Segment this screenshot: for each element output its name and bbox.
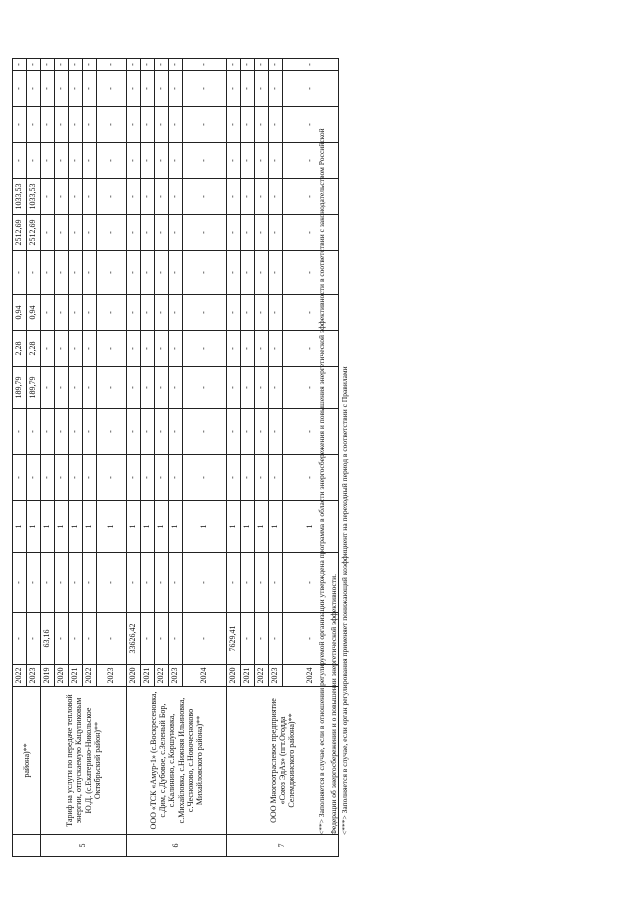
value-cell: -	[255, 295, 269, 331]
value-cell: -	[283, 107, 339, 143]
value-cell: -	[255, 107, 269, 143]
value-cell: -	[169, 613, 183, 665]
value-cell: -	[269, 179, 283, 215]
value-cell: -	[27, 143, 41, 179]
value-cell: -	[227, 553, 241, 613]
value-cell: -	[41, 71, 55, 107]
value-cell: 2,28	[13, 331, 27, 367]
year-cell: 2022	[13, 665, 27, 687]
value-cell: -	[55, 295, 69, 331]
value-cell: -	[127, 331, 141, 367]
value-cell: -	[183, 215, 227, 251]
value-cell: -	[55, 107, 69, 143]
value-cell: 1	[227, 501, 241, 553]
value-cell: 0,94	[13, 295, 27, 331]
value-cell: -	[97, 367, 127, 409]
value-cell: -	[13, 251, 27, 295]
value-cell: -	[169, 107, 183, 143]
value-cell: -	[155, 143, 169, 179]
value-cell: 1	[241, 501, 255, 553]
value-cell: 1	[83, 501, 97, 553]
year-cell: 2022	[155, 665, 169, 687]
value-cell: -	[283, 143, 339, 179]
value-cell: -	[13, 71, 27, 107]
value-cell: -	[13, 107, 27, 143]
value-cell: -	[241, 71, 255, 107]
value-cell: -	[241, 455, 255, 501]
footnotes	[316, 95, 351, 835]
value-cell: -	[183, 251, 227, 295]
value-cell: -	[241, 215, 255, 251]
value-cell: -	[141, 367, 155, 409]
value-cell: -	[141, 71, 155, 107]
year-cell: 2020	[227, 665, 241, 687]
value-cell: -	[255, 179, 269, 215]
year-cell: 2019	[41, 665, 55, 687]
value-cell: -	[183, 613, 227, 665]
value-cell: -	[183, 367, 227, 409]
value-cell: 1	[169, 501, 183, 553]
value-cell: -	[169, 553, 183, 613]
value-cell: -	[183, 455, 227, 501]
value-cell: -	[127, 215, 141, 251]
value-cell: -	[27, 409, 41, 455]
value-cell: -	[69, 215, 83, 251]
value-cell: -	[169, 215, 183, 251]
value-cell: -	[169, 331, 183, 367]
value-cell: -	[255, 455, 269, 501]
value-cell: -	[69, 409, 83, 455]
value-cell: -	[155, 59, 169, 71]
value-cell: -	[97, 455, 127, 501]
value-cell: -	[269, 409, 283, 455]
value-cell: -	[155, 367, 169, 409]
value-cell: -	[241, 331, 255, 367]
value-cell: -	[55, 553, 69, 613]
value-cell: 1	[69, 501, 83, 553]
value-cell: -	[55, 143, 69, 179]
value-cell: -	[241, 59, 255, 71]
value-cell: -	[241, 613, 255, 665]
value-cell: -	[269, 331, 283, 367]
value-cell: -	[83, 59, 97, 71]
value-cell: -	[83, 613, 97, 665]
value-cell: -	[41, 143, 55, 179]
value-cell: -	[127, 409, 141, 455]
value-cell: -	[41, 367, 55, 409]
value-cell: -	[269, 295, 283, 331]
value-cell: -	[83, 409, 97, 455]
value-cell: -	[69, 143, 83, 179]
value-cell: -	[269, 553, 283, 613]
value-cell: -	[155, 409, 169, 455]
value-cell: -	[283, 295, 339, 331]
value-cell: -	[269, 59, 283, 71]
value-cell: -	[227, 367, 241, 409]
value-cell: -	[97, 331, 127, 367]
organization-name: ООО «ТСК «Амур-1» (с.Воскресеновка, с.Дим, с.Дубовое, с.Зеленый Бор, с.Калинино, с.Коршуновка, с.Михайловка, с.Нижняя Ильиновка, с.Чесноково, с.Новочесноково Михайловского района)**	[127, 687, 227, 835]
year-cell: 2020	[127, 665, 141, 687]
value-cell: -	[83, 251, 97, 295]
year-cell: 2022	[255, 665, 269, 687]
value-cell: -	[227, 215, 241, 251]
value-cell: -	[97, 553, 127, 613]
value-cell: -	[283, 59, 339, 71]
value-cell: -	[155, 107, 169, 143]
value-cell: -	[127, 295, 141, 331]
year-cell: 2024	[183, 665, 227, 687]
value-cell: -	[183, 179, 227, 215]
value-cell: -	[255, 59, 269, 71]
value-cell: -	[241, 107, 255, 143]
footnote-reduction-coefficient: <***> Заполняется в случае, если орган регулирования применяет понижающий коэффициент на переходный период в соответствии с Правилами	[340, 366, 350, 835]
value-cell: 1	[127, 501, 141, 553]
value-cell: -	[83, 215, 97, 251]
value-cell: -	[183, 71, 227, 107]
value-cell: -	[155, 215, 169, 251]
value-cell: -	[13, 553, 27, 613]
value-cell: -	[241, 179, 255, 215]
value-cell: -	[97, 295, 127, 331]
value-cell: -	[283, 367, 339, 409]
value-cell: -	[269, 455, 283, 501]
value-cell: -	[69, 367, 83, 409]
value-cell: -	[227, 71, 241, 107]
value-cell: -	[83, 295, 97, 331]
value-cell: -	[141, 107, 155, 143]
table-row	[127, 59, 141, 857]
value-cell: -	[13, 143, 27, 179]
value-cell: -	[41, 553, 55, 613]
value-cell: -	[55, 613, 69, 665]
row-number: 6	[127, 835, 227, 857]
value-cell: -	[169, 367, 183, 409]
value-cell: -	[13, 455, 27, 501]
value-cell: 63,16	[41, 613, 55, 665]
value-cell: -	[69, 71, 83, 107]
value-cell: -	[241, 295, 255, 331]
value-cell: -	[83, 143, 97, 179]
value-cell: -	[255, 251, 269, 295]
value-cell: -	[27, 59, 41, 71]
value-cell: -	[55, 71, 69, 107]
value-cell: -	[155, 295, 169, 331]
value-cell: -	[269, 251, 283, 295]
value-cell: 1	[13, 501, 27, 553]
value-cell: 1	[283, 501, 339, 553]
value-cell: -	[255, 143, 269, 179]
value-cell: -	[97, 251, 127, 295]
value-cell: -	[241, 143, 255, 179]
value-cell: -	[83, 107, 97, 143]
year-cell: 2023	[97, 665, 127, 687]
value-cell: -	[69, 331, 83, 367]
tariff-table	[12, 58, 339, 857]
value-cell: -	[69, 179, 83, 215]
value-cell: -	[169, 295, 183, 331]
value-cell: -	[227, 331, 241, 367]
value-cell: -	[13, 409, 27, 455]
value-cell: -	[255, 553, 269, 613]
year-cell: 2021	[69, 665, 83, 687]
year-cell: 2023	[269, 665, 283, 687]
value-cell: -	[127, 367, 141, 409]
value-cell: -	[69, 295, 83, 331]
value-cell: -	[183, 295, 227, 331]
value-cell: -	[127, 71, 141, 107]
value-cell: -	[141, 143, 155, 179]
value-cell: -	[183, 59, 227, 71]
value-cell: 1	[55, 501, 69, 553]
value-cell: -	[13, 59, 27, 71]
value-cell: 189,79	[27, 367, 41, 409]
value-cell: -	[141, 251, 155, 295]
row-number	[13, 835, 41, 857]
table-row	[13, 59, 27, 857]
value-cell: -	[69, 613, 83, 665]
organization-name: Тариф на услуги по передаче тепловой энергии, отпускаемую Кацупиковым Ю.Д. (с.Екатерино-Никольское Октябрьский район)**	[41, 687, 127, 835]
value-cell: -	[241, 409, 255, 455]
value-cell: -	[183, 107, 227, 143]
value-cell: -	[141, 553, 155, 613]
value-cell: 1	[255, 501, 269, 553]
value-cell: -	[183, 143, 227, 179]
value-cell: -	[283, 409, 339, 455]
value-cell: -	[283, 215, 339, 251]
value-cell: -	[283, 613, 339, 665]
value-cell: -	[269, 613, 283, 665]
value-cell: -	[55, 215, 69, 251]
value-cell: -	[241, 251, 255, 295]
value-cell: -	[183, 331, 227, 367]
year-cell: 2020	[55, 665, 69, 687]
value-cell: 2512,69	[27, 215, 41, 251]
value-cell: -	[155, 455, 169, 501]
value-cell: -	[41, 215, 55, 251]
value-cell: -	[83, 179, 97, 215]
value-cell: -	[97, 179, 127, 215]
value-cell: -	[155, 553, 169, 613]
value-cell: -	[227, 295, 241, 331]
footnote-energy-saving: <**> Заполняется в случае, если в отношении регулируемой организации утверждена программа в области энергосбережения и повышения энергетической эффективности в соответствии с законодательством Российской Федерации об энергосбережении и о повышении энергетической эффективности.	[317, 128, 338, 835]
value-cell: -	[97, 215, 127, 251]
value-cell: -	[255, 409, 269, 455]
value-cell: -	[169, 251, 183, 295]
value-cell: -	[227, 409, 241, 455]
value-cell: -	[155, 613, 169, 665]
value-cell: -	[41, 409, 55, 455]
value-cell: -	[41, 59, 55, 71]
value-cell: -	[27, 553, 41, 613]
value-cell: -	[55, 59, 69, 71]
value-cell: -	[169, 71, 183, 107]
value-cell: -	[127, 107, 141, 143]
value-cell: -	[141, 295, 155, 331]
value-cell: -	[27, 613, 41, 665]
value-cell: -	[127, 179, 141, 215]
row-number: 5	[41, 835, 127, 857]
value-cell: -	[97, 409, 127, 455]
value-cell: -	[141, 59, 155, 71]
value-cell: -	[69, 251, 83, 295]
value-cell: -	[69, 553, 83, 613]
value-cell: -	[41, 455, 55, 501]
value-cell: -	[55, 455, 69, 501]
year-cell: 2021	[141, 665, 155, 687]
value-cell: 7629,41	[227, 613, 241, 665]
value-cell: -	[83, 71, 97, 107]
value-cell: -	[269, 71, 283, 107]
value-cell: -	[255, 613, 269, 665]
value-cell: -	[55, 331, 69, 367]
value-cell: 1033,53	[27, 179, 41, 215]
value-cell: -	[227, 179, 241, 215]
value-cell: 2512,69	[13, 215, 27, 251]
value-cell: -	[41, 107, 55, 143]
value-cell: -	[227, 455, 241, 501]
value-cell: -	[41, 295, 55, 331]
value-cell: -	[283, 331, 339, 367]
table-row	[227, 59, 241, 857]
value-cell: -	[255, 367, 269, 409]
value-cell: -	[127, 59, 141, 71]
value-cell: -	[69, 455, 83, 501]
value-cell: -	[141, 455, 155, 501]
value-cell: -	[69, 107, 83, 143]
value-cell: -	[55, 179, 69, 215]
value-cell: -	[169, 179, 183, 215]
value-cell: -	[97, 613, 127, 665]
value-cell: -	[83, 367, 97, 409]
value-cell: -	[55, 251, 69, 295]
year-cell: 2023	[27, 665, 41, 687]
value-cell: -	[283, 251, 339, 295]
value-cell: -	[269, 107, 283, 143]
year-cell: 2021	[241, 665, 255, 687]
value-cell: -	[169, 409, 183, 455]
table-row	[41, 59, 55, 857]
value-cell: -	[155, 331, 169, 367]
value-cell: -	[141, 215, 155, 251]
value-cell: -	[55, 367, 69, 409]
value-cell: -	[227, 107, 241, 143]
value-cell: -	[97, 71, 127, 107]
value-cell: -	[227, 59, 241, 71]
value-cell: -	[169, 143, 183, 179]
value-cell: -	[283, 455, 339, 501]
value-cell: -	[83, 553, 97, 613]
value-cell: 1033,53	[13, 179, 27, 215]
value-cell: -	[141, 179, 155, 215]
value-cell: -	[27, 107, 41, 143]
value-cell: -	[141, 331, 155, 367]
value-cell: -	[155, 71, 169, 107]
value-cell: 33626,42	[127, 613, 141, 665]
value-cell: -	[283, 71, 339, 107]
value-cell: -	[269, 367, 283, 409]
value-cell: -	[169, 59, 183, 71]
value-cell: -	[41, 331, 55, 367]
value-cell: -	[27, 71, 41, 107]
value-cell: -	[155, 179, 169, 215]
value-cell: -	[269, 215, 283, 251]
value-cell: 1	[97, 501, 127, 553]
value-cell: -	[255, 215, 269, 251]
value-cell: -	[255, 331, 269, 367]
value-cell: -	[141, 409, 155, 455]
row-number: 7	[227, 835, 339, 857]
year-cell: 2022	[83, 665, 97, 687]
value-cell: -	[41, 251, 55, 295]
value-cell: 1	[141, 501, 155, 553]
value-cell: -	[283, 179, 339, 215]
year-cell: 2024	[283, 665, 339, 687]
value-cell: -	[241, 367, 255, 409]
value-cell: -	[141, 613, 155, 665]
value-cell: 2,28	[27, 331, 41, 367]
value-cell: 0,94	[27, 295, 41, 331]
value-cell: -	[69, 59, 83, 71]
value-cell: 1	[41, 501, 55, 553]
value-cell: -	[83, 331, 97, 367]
value-cell: -	[127, 455, 141, 501]
value-cell: -	[27, 455, 41, 501]
value-cell: -	[227, 143, 241, 179]
value-cell: -	[97, 143, 127, 179]
value-cell: -	[83, 455, 97, 501]
value-cell: -	[127, 553, 141, 613]
value-cell: 1	[269, 501, 283, 553]
value-cell: -	[269, 143, 283, 179]
value-cell: -	[169, 455, 183, 501]
value-cell: -	[27, 251, 41, 295]
value-cell: -	[183, 553, 227, 613]
value-cell: 1	[155, 501, 169, 553]
value-cell: -	[241, 553, 255, 613]
organization-name: района)**	[13, 687, 41, 835]
value-cell: -	[127, 251, 141, 295]
value-cell: -	[41, 179, 55, 215]
value-cell: -	[255, 71, 269, 107]
value-cell: -	[55, 409, 69, 455]
value-cell: 189,79	[13, 367, 27, 409]
value-cell: 1	[183, 501, 227, 553]
value-cell: -	[283, 553, 339, 613]
value-cell: 1	[27, 501, 41, 553]
value-cell: -	[97, 107, 127, 143]
organization-name: ООО Многоотраслевое предприятие «Союз ЭдАз» (пгт.Огодда Селемджинского района)**	[227, 687, 339, 835]
value-cell: -	[97, 59, 127, 71]
year-cell: 2023	[169, 665, 183, 687]
value-cell: -	[127, 143, 141, 179]
value-cell: -	[227, 251, 241, 295]
value-cell: -	[155, 251, 169, 295]
value-cell: -	[13, 613, 27, 665]
value-cell: -	[183, 409, 227, 455]
